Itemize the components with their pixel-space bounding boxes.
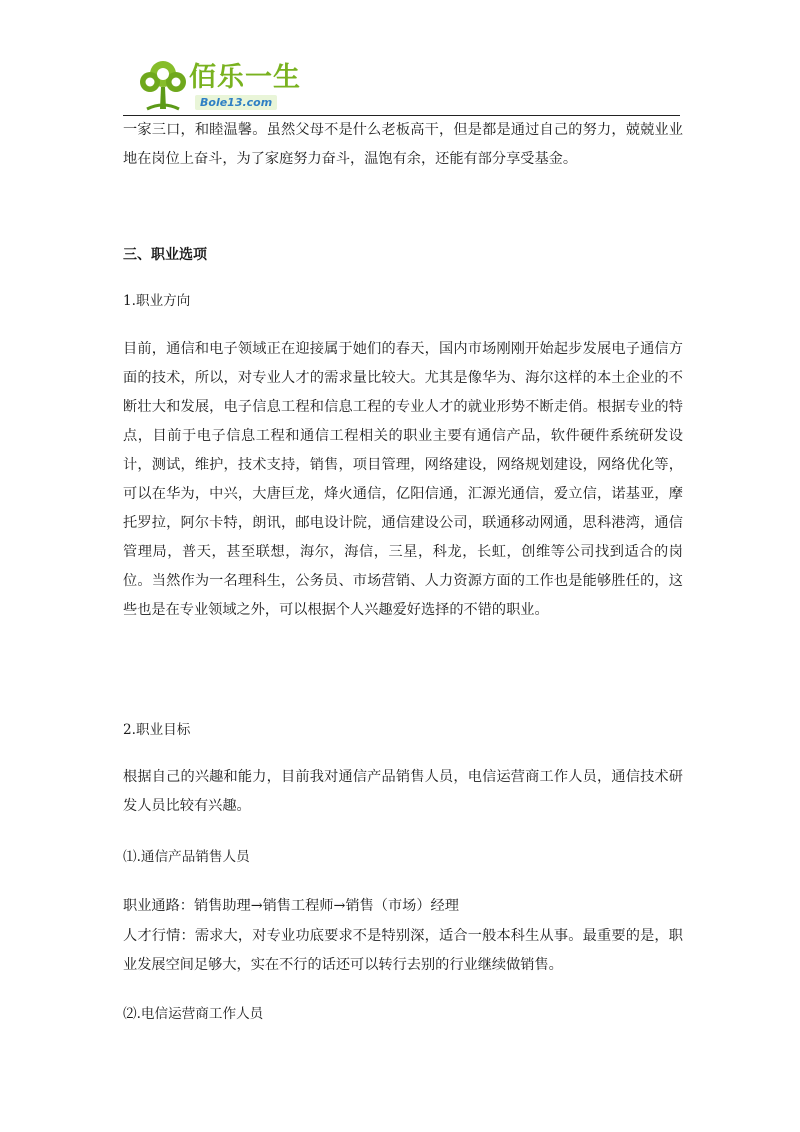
section-three-title: 三、职业选项 bbox=[123, 247, 207, 263]
goal-paragraph: 根据自己的兴趣和能力，目前我对通信产品销售人员，电信运营商工作人员，通信技术研发人员比较有兴趣。 bbox=[123, 769, 683, 814]
intro-paragraph: 一家三口，和睦温馨。虽然父母不是什么老板高干，但是都是通过自己的努力，兢兢业业地在岗位上奋斗，为了家庭努力奋斗，温饱有余，还能有部分享受基金。 bbox=[123, 122, 683, 167]
brand-url: Bole13.com bbox=[195, 95, 277, 110]
goal-title: 2.职业目标 bbox=[123, 722, 191, 738]
direction-title: 1.职业方向 bbox=[123, 293, 191, 309]
brand-name: 佰乐一生 bbox=[189, 62, 301, 93]
item2-title: ⑵.电信运营商工作人员 bbox=[123, 1006, 264, 1022]
bole-logo bbox=[137, 57, 317, 113]
page-header bbox=[123, 55, 680, 117]
tree-person-icon bbox=[137, 57, 189, 113]
item1-market: 人才行情：需求大，对专业功底要求不是特别深，适合一般本科生从事。最重要的是，职业发展空间足够大，实在不行的话还可以转行去别的行业继续做销售。 bbox=[123, 928, 683, 973]
item1-title: ⑴.通信产品销售人员 bbox=[123, 849, 250, 865]
direction-paragraph: 目前，通信和电子领域正在迎接属于她们的春天，国内市场刚刚开始起步发展电子通信方面的技术，所以，对专业人才的需求量比较大。尤其是像华为、海尔这样的本土企业的不断壮大和发展，电子信息工程和信息工程的专业人才的就业形势不断走俏。根据专业的特点，目前于电子信息工程和通信工程相关的职业主要有通信产品，软件硬件系统研发设计，测试，维护，技术支持，销售，项目管理，网络建设，网络规划建设，网络优化等，可以在华为，中兴，大唐巨龙，烽火通信，亿阳信通，汇源光通信，爱立信，诺基亚，摩托罗拉，阿尔卡特，朗讯，邮电设计院，通信建设公司，联通移动网通，思科港湾，通信管理局，普天，甚至联想，海尔，海信，三星，科龙，长虹，创维等公司找到适合的岗位。当然作为一名理科生，公务员、市场营销、人力资源方面的工作也是能够胜任的，这些也是在专业领域之外，可以根据个人兴趣爱好选择的不错的职业。 bbox=[123, 341, 683, 618]
item1-career-path: 职业通路：销售助理→销售工程师→销售（市场）经理 bbox=[123, 898, 459, 914]
